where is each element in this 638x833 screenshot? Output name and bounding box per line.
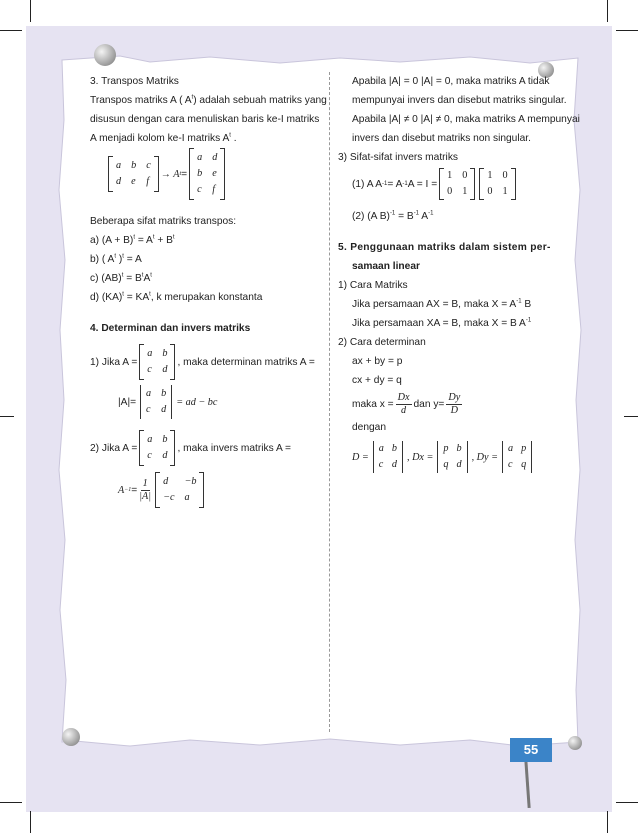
method-1-title: 1) Cara Matriks — [338, 280, 408, 291]
transpose-properties-list — [90, 231, 322, 307]
determinant-2x2: a b c d — [138, 385, 174, 419]
determinant-formula: |A|= a b c d = ad − bc — [90, 382, 322, 422]
singular-text-line: invers dan disebut matriks non singular. — [352, 133, 531, 144]
determinants-row: D = a b c d , Dx = p b q d , Dy = a p c q — [338, 437, 568, 477]
page-number-badge: 55 — [510, 738, 552, 762]
fraction: $\frac{1}{|A|}$ — [139, 477, 152, 502]
inverse-property-1: (1) A A -1 = A -1 A = I = 1 0 0 1 1 0 0 1 — [338, 167, 568, 201]
matrix-2x2: a b c d — [139, 430, 175, 466]
determinant-Dy: a p c q — [500, 441, 534, 473]
method-1-line: Jika persamaan XA = B, maka X = B $A^{-1}$ — [352, 317, 532, 329]
pushpin-icon — [568, 736, 582, 750]
left-column — [90, 72, 327, 512]
determinant-Dx: p b q d — [435, 441, 469, 473]
dengan-label: dengan — [352, 422, 386, 433]
matrix-3x2: a d b e c f — [189, 148, 225, 200]
fraction: $\frac{Dy}{D}$ — [448, 391, 461, 416]
equation: ax + by = p — [352, 356, 403, 367]
transpose-text-line: Transpos matriks A ( $A^t$) adalah sebuah matriks yang — [90, 94, 327, 106]
pushpin-icon — [94, 44, 116, 66]
singular-text-line: Apabila |A| ≠ 0 |A| ≠ 0, maka matriks A mempunyai — [352, 114, 580, 125]
pushpin-icon — [62, 728, 80, 746]
transpose-heading: 3. Transpos Matriks — [90, 76, 179, 87]
list-item: b) ( $A^t$ )$^t$ = A — [90, 253, 142, 265]
cramer-rule: maka x = $\frac{Dx}{d}$ dan y= $\frac{Dy}{D}$ — [352, 391, 461, 416]
inverse-definition: 2) Jika A = a b c d , maka invers matriks A = — [90, 428, 322, 468]
right-column — [338, 72, 580, 477]
determinant-D: a b c d — [371, 441, 405, 473]
list-item: d) $(KA)^t = KA^t$, k merupakan konstanta — [90, 291, 263, 303]
determinant-definition: 1) Jika A = a b c d , maka determinan matriks A = — [90, 342, 322, 382]
transpose-properties-title: Beberapa sifat matriks transpos: — [90, 216, 237, 227]
list-item: a) $(A + B)^t = A^t + B^t$ — [90, 234, 175, 246]
transpose-text-line: A menjadi kolom ke-I matriks $A^t$ . — [90, 132, 237, 144]
inverse-property-2: (2) (A $B)^{-1} = B^{-1}$ $A^{-1}$ — [352, 210, 434, 222]
singular-text-line: mempunyai invers dan disebut matriks singular. — [352, 95, 567, 106]
identity-matrix: 1 0 0 1 — [439, 168, 475, 200]
section-5-heading: 5. Penggunaan matriks dalam sistem per- — [338, 242, 551, 253]
matrix-2x2: a b c d — [139, 344, 175, 380]
transpose-formula: a b c d e f → A t = a d b e c f — [90, 148, 322, 200]
matrix-2x2: d −b −c a — [155, 472, 204, 508]
identity-matrix: 1 0 0 1 — [479, 168, 515, 200]
inverse-formula: A −1 = $\frac{1}{|A|}$ d −b −c a — [90, 468, 322, 512]
method-2-title: 2) Cara determinan — [338, 337, 426, 348]
determinant-heading: 4. Determinan dan invers matriks — [90, 323, 251, 334]
list-item: c) $(AB)^t = B^tA^t$ — [90, 272, 152, 284]
matrix-2x3: a b c d e f — [108, 156, 159, 192]
singular-text-line: Apabila |A| = 0 |A| = 0, maka matriks A tidak — [352, 76, 550, 87]
fraction: $\frac{Dx}{d}$ — [397, 391, 410, 416]
section-5-heading-cont: samaan linear — [352, 261, 420, 272]
transpose-text-line: disusun dengan cara menuliskan baris ke-I matriks — [90, 114, 320, 125]
inverse-properties-title: 3) Sifat-sifat invers matriks — [338, 152, 459, 163]
method-1-line: Jika persamaan AX = B, maka $X = A^{-1}$ B — [352, 298, 532, 310]
equation: cx + dy = q — [352, 375, 402, 386]
column-divider — [329, 72, 330, 732]
